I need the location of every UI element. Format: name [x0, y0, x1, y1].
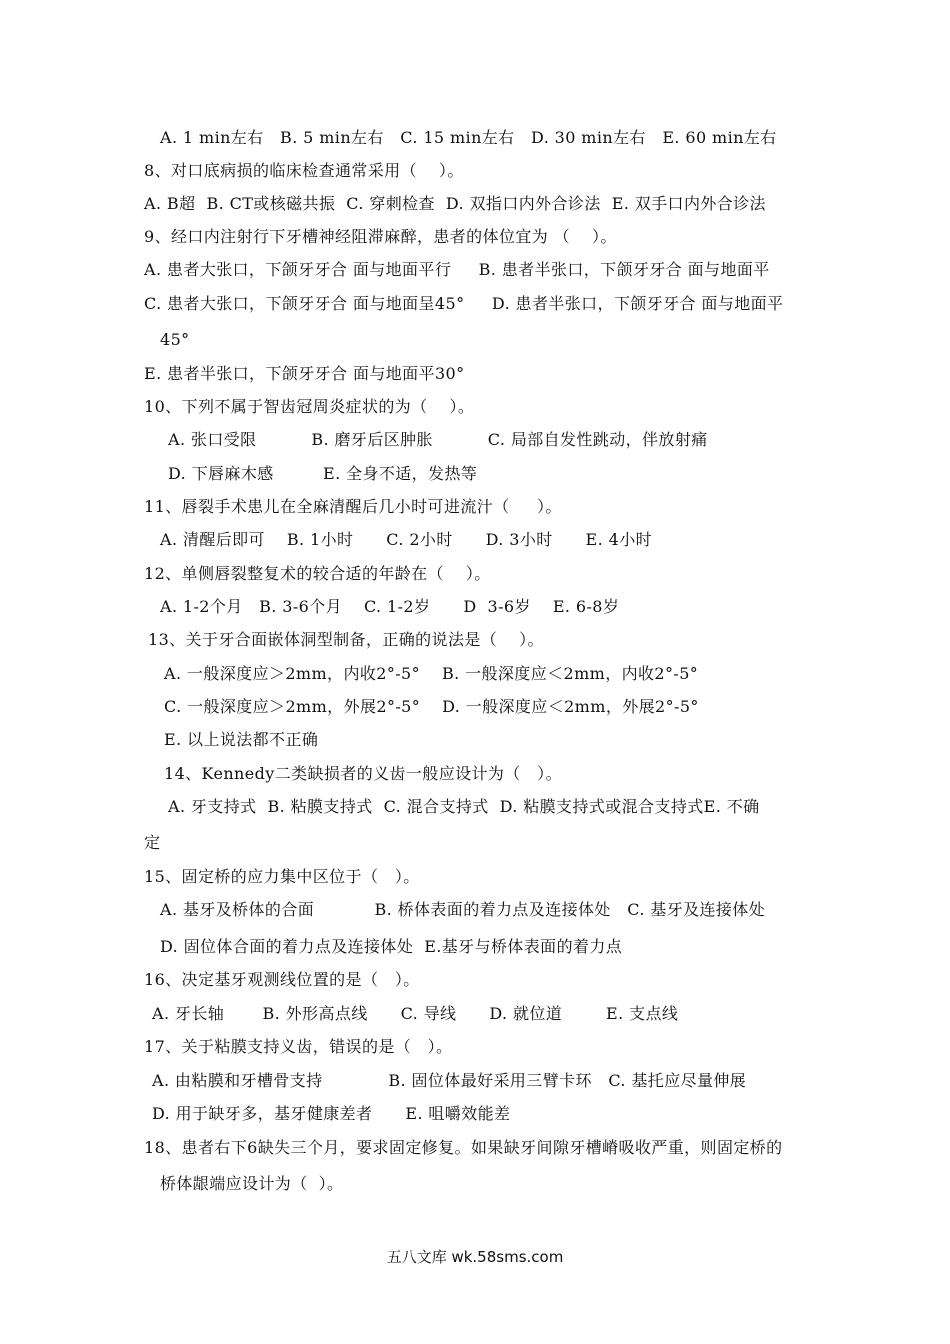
q13-options-cd: C. 一般深度应＞2mm，外展2°-5° D. 一般深度应＜2mm，外展2°-5°	[164, 697, 699, 716]
q7-options: A. 1 min左右 B. 5 min左右 C. 15 min左右 D. 30 min左右 E. 60 min左右	[160, 128, 777, 147]
q17-options-abc: A. 由粘膜和牙槽骨支持 B. 固位体最好采用三臂卡环 C. 基托应尽量伸展	[152, 1071, 747, 1090]
q17-options-de: D. 用于缺牙多，基牙健康差者 E. 咀嚼效能差	[152, 1104, 511, 1123]
q17-stem: 17、关于粘膜支持义齿，错误的是（ ）。	[144, 1037, 453, 1056]
q13-option-e: E. 以上说法都不正确	[164, 730, 319, 749]
q13-stem: 13、关于牙合面嵌体洞型制备，正确的说法是（ ）。	[148, 630, 544, 649]
q18-stem: 18、患者右下6缺失三个月，要求固定修复。如果缺牙间隙牙槽嵴吸收严重，则固定桥的	[144, 1138, 783, 1157]
q12-stem: 12、单侧唇裂整复术的较合适的年龄在（ ）。	[144, 564, 491, 583]
q15-stem: 15、固定桥的应力集中区位于（ ）。	[144, 867, 420, 886]
q11-options: A. 清醒后即可 B. 1小时 C. 2小时 D. 3小时 E. 4小时	[160, 530, 652, 549]
q15-options-de: D. 固位体合面的着力点及连接体处 E.基牙与桥体表面的着力点	[160, 937, 623, 956]
q9-options-cd-cont: 45°	[160, 330, 190, 349]
q11-stem: 11、唇裂手术患儿在全麻清醒后几小时可进流汁（ ）。	[144, 497, 562, 516]
site-watermark-footer: 五八文库 wk.58sms.com	[386, 1248, 564, 1266]
q16-options: A. 牙长轴 B. 外形高点线 C. 导线 D. 就位道 E. 支点线	[152, 1004, 679, 1023]
q12-options: A. 1-2个月 B. 3-6个月 C. 1-2岁 D 3-6岁 E. 6-8岁	[160, 597, 620, 616]
q16-stem: 16、决定基牙观测线位置的是（ ）。	[144, 970, 420, 989]
q10-stem: 10、下列不属于智齿冠周炎症状的为（ ）。	[144, 397, 475, 416]
q9-stem: 9、经口内注射行下牙槽神经阻滞麻醉，患者的体位宜为 （ ）。	[144, 227, 617, 246]
q9-options-ab: A. 患者大张口，下颌牙牙合 面与地面平行 B. 患者半张口，下颌牙牙合 面与地面平	[144, 260, 770, 279]
q9-option-e: E. 患者半张口，下颌牙牙合 面与地面平30°	[144, 364, 465, 383]
q10-options-de: D. 下唇麻木感 E. 全身不适，发热等	[168, 464, 478, 483]
q14-stem: 14、Kennedy二类缺损者的义齿一般应设计为（ ）。	[164, 764, 562, 783]
q8-stem: 8、对口底病损的临床检查通常采用（ ）。	[144, 161, 464, 180]
q10-options-abc: A. 张口受限 B. 磨牙后区肿胀 C. 局部自发性跳动，伴放射痛	[168, 430, 708, 449]
q18-stem-cont: 桥体龈端应设计为（ ）。	[160, 1174, 344, 1193]
q8-options: A. B超 B. CT或核磁共振 C. 穿刺检查 D. 双指口内外合诊法 E. 双手口内外合诊法	[144, 194, 766, 213]
q13-options-ab: A. 一般深度应＞2mm，内收2°-5° B. 一般深度应＜2mm，内收2°-5°	[164, 664, 699, 683]
q14-options: A. 牙支持式 B. 粘膜支持式 C. 混合支持式 D. 粘膜支持式或混合支持式E. 不确	[168, 797, 760, 816]
q15-options-abc: A. 基牙及桥体的合面 B. 桥体表面的着力点及连接体处 C. 基牙及连接体处	[160, 900, 766, 919]
q14-options-cont: 定	[144, 833, 161, 852]
q9-options-cd: C. 患者大张口，下颌牙牙合 面与地面呈45° D. 患者半张口，下颌牙牙合 面与地面平	[144, 294, 784, 313]
